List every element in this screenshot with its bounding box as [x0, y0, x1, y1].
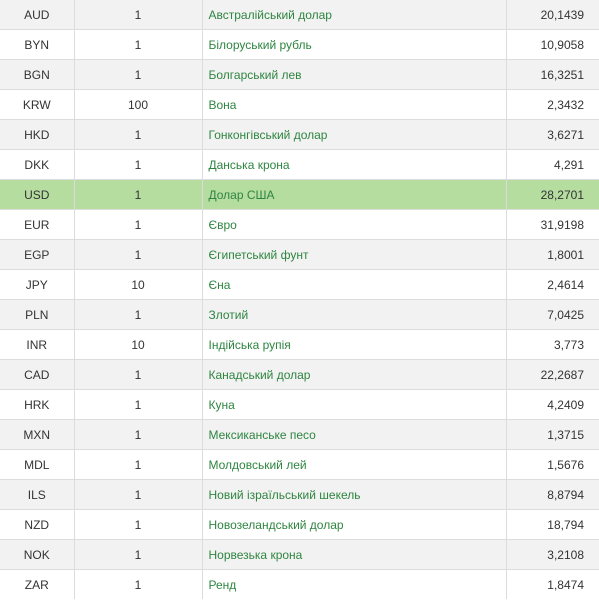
- currency-name-link[interactable]: Вона: [202, 90, 506, 120]
- currency-code: MXN: [0, 420, 74, 450]
- currency-units: 1: [74, 390, 202, 420]
- currency-units: 1: [74, 300, 202, 330]
- currency-units: 1: [74, 0, 202, 30]
- currency-name-link[interactable]: Норвезька крона: [202, 540, 506, 570]
- currency-units: 10: [74, 270, 202, 300]
- currency-units: 1: [74, 60, 202, 90]
- currency-code: NOK: [0, 540, 74, 570]
- currency-name-link[interactable]: Новий ізраїльський шекель: [202, 480, 506, 510]
- currency-units: 100: [74, 90, 202, 120]
- currency-code: EGP: [0, 240, 74, 270]
- currency-code: NZD: [0, 510, 74, 540]
- currency-units: 1: [74, 510, 202, 540]
- currency-code: AUD: [0, 0, 74, 30]
- table-row-mdl: [0, 450, 599, 480]
- currency-name-link[interactable]: Індійська рупія: [202, 330, 506, 360]
- currency-name-link[interactable]: Долар США: [202, 180, 506, 210]
- table-row-usd: [0, 180, 599, 210]
- currency-units: 1: [74, 150, 202, 180]
- currency-rate: 3,773: [506, 330, 599, 360]
- currency-units: 1: [74, 360, 202, 390]
- table-row-cad: [0, 360, 599, 390]
- table-row-pln: [0, 300, 599, 330]
- currency-code: JPY: [0, 270, 74, 300]
- currency-name-link[interactable]: Злотий: [202, 300, 506, 330]
- currency-units: 1: [74, 180, 202, 210]
- currency-code: KRW: [0, 90, 74, 120]
- currency-name-link[interactable]: Австралійський долар: [202, 0, 506, 30]
- currency-name-link[interactable]: Євро: [202, 210, 506, 240]
- currency-name-link[interactable]: Гонконгівський долар: [202, 120, 506, 150]
- currency-rate: 1,3715: [506, 420, 599, 450]
- currency-units: 1: [74, 480, 202, 510]
- currency-units: 1: [74, 450, 202, 480]
- table-row-hkd: [0, 120, 599, 150]
- currency-name-link[interactable]: Ренд: [202, 570, 506, 600]
- currency-rate: 28,2701: [506, 180, 599, 210]
- table-row-byn: [0, 30, 599, 60]
- currency-name-link[interactable]: Новозеландський долар: [202, 510, 506, 540]
- table-row-jpy: [0, 270, 599, 300]
- currency-code: HRK: [0, 390, 74, 420]
- table-row-nok: [0, 540, 599, 570]
- currency-code: CAD: [0, 360, 74, 390]
- currency-rate: 4,291: [506, 150, 599, 180]
- currency-units: 1: [74, 420, 202, 450]
- table-row-bgn: [0, 60, 599, 90]
- table-row-ils: [0, 480, 599, 510]
- currency-units: 1: [74, 120, 202, 150]
- currency-name-link[interactable]: Данська крона: [202, 150, 506, 180]
- currency-name-link[interactable]: Мексиканське песо: [202, 420, 506, 450]
- currency-rate: 1,5676: [506, 450, 599, 480]
- currency-code: EUR: [0, 210, 74, 240]
- currency-units: 10: [74, 330, 202, 360]
- currency-units: 1: [74, 570, 202, 600]
- currency-rate: 4,2409: [506, 390, 599, 420]
- currency-code: MDL: [0, 450, 74, 480]
- currency-rate: 7,0425: [506, 300, 599, 330]
- currency-code: BGN: [0, 60, 74, 90]
- currency-rate: 1,8001: [506, 240, 599, 270]
- table-row-hrk: [0, 390, 599, 420]
- table-row-eur: [0, 210, 599, 240]
- table-row-aud: [0, 0, 599, 30]
- currency-rate: 3,2108: [506, 540, 599, 570]
- currency-rate: 8,8794: [506, 480, 599, 510]
- table-row-nzd: [0, 510, 599, 540]
- currency-code: ILS: [0, 480, 74, 510]
- currency-name-link[interactable]: Єгипетський фунт: [202, 240, 506, 270]
- currency-rate: 22,2687: [506, 360, 599, 390]
- currency-rate: 18,794: [506, 510, 599, 540]
- currency-rate: 20,1439: [506, 0, 599, 30]
- table-row-mxn: [0, 420, 599, 450]
- table-row-krw: [0, 90, 599, 120]
- currency-rate: 2,4614: [506, 270, 599, 300]
- currency-code: BYN: [0, 30, 74, 60]
- currency-code: INR: [0, 330, 74, 360]
- currency-units: 1: [74, 210, 202, 240]
- table-row-inr: [0, 330, 599, 360]
- table-row-egp: [0, 240, 599, 270]
- currency-code: DKK: [0, 150, 74, 180]
- table-row-zar: [0, 570, 599, 600]
- currency-name-link[interactable]: Білоруський рубль: [202, 30, 506, 60]
- currency-name-link[interactable]: Молдовський лей: [202, 450, 506, 480]
- currency-code: HKD: [0, 120, 74, 150]
- currency-code: PLN: [0, 300, 74, 330]
- currency-units: 1: [74, 540, 202, 570]
- currency-units: 1: [74, 30, 202, 60]
- currency-code: USD: [0, 180, 74, 210]
- currency-rate: 10,9058: [506, 30, 599, 60]
- currency-rate: 2,3432: [506, 90, 599, 120]
- currency-name-link[interactable]: Єна: [202, 270, 506, 300]
- currency-rate: 16,3251: [506, 60, 599, 90]
- currency-name-link[interactable]: Канадський долар: [202, 360, 506, 390]
- table-row-dkk: [0, 150, 599, 180]
- currency-name-link[interactable]: Болгарський лев: [202, 60, 506, 90]
- currency-code: ZAR: [0, 570, 74, 600]
- currency-name-link[interactable]: Куна: [202, 390, 506, 420]
- currency-rate: 31,9198: [506, 210, 599, 240]
- currency-rate: 1,8474: [506, 570, 599, 600]
- currency-units: 1: [74, 240, 202, 270]
- currency-rate: 3,6271: [506, 120, 599, 150]
